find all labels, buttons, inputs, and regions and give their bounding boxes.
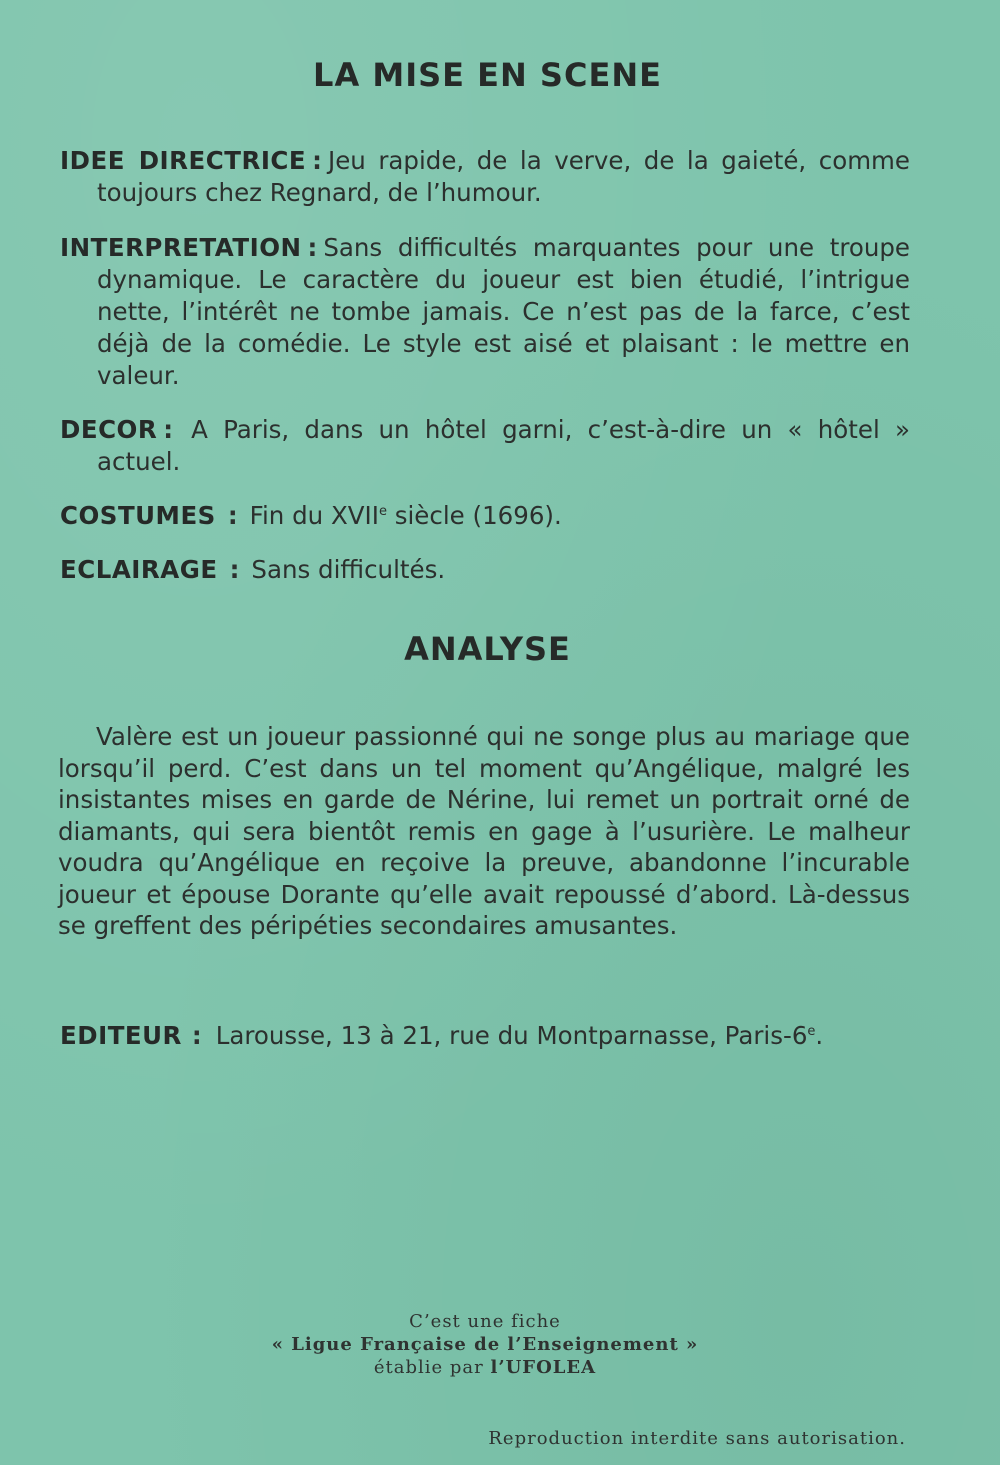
entry-paragraph [60, 232, 910, 392]
entry-separator: : [191, 1021, 202, 1050]
entry-text: A Paris, dans un hôtel garni, c’est-à-dire un « hôtel » actuel. [97, 415, 910, 476]
entry-separator: : [229, 555, 240, 584]
footer-org-name: l’UFOLEA [490, 1357, 597, 1378]
entry-text: Sans difficultés marquantes pour une troupe dynamique. Le caractère du joueur est bien étudié, l’intrigue nette, l’intérêt ne tombe jamais. Ce n’est pas de la farce, c’est déjà de la comédie. Le style est aisé et plaisant : le mettre en valeur. [97, 233, 910, 390]
entry-text-after: . [815, 1021, 824, 1050]
entry-separator: : [163, 415, 174, 444]
entry-text-before: Larousse, 13 à 21, rue du Montparnasse, Paris-6 [215, 1021, 808, 1050]
footer-line-3 [0, 1356, 970, 1379]
entry-separator: : [227, 501, 238, 530]
footer-line-2: « Ligue Française de l’Enseignement » [271, 1334, 699, 1355]
entry-separator: : [312, 146, 322, 175]
entry-costumes [60, 500, 910, 532]
entry-label: EDITEUR [60, 1021, 182, 1050]
reproduction-notice: Reproduction interdite sans autorisation. [488, 1428, 906, 1449]
entry-separator: : [307, 233, 318, 262]
entry-editeur [60, 1020, 910, 1052]
entry-text-before: Fin du XVII [249, 501, 379, 530]
entry-paragraph [60, 554, 910, 586]
section-title-analyse: ANALYSE [404, 630, 571, 668]
entry-decor [60, 414, 910, 478]
entry-paragraph [60, 145, 910, 209]
footer-line-1: C’est une fiche [409, 1311, 561, 1332]
entry-paragraph [60, 1020, 910, 1052]
entry-interpretation [60, 232, 910, 392]
entry-paragraph [60, 414, 910, 478]
entry-text-after: siècle (1696). [386, 501, 562, 530]
entry-text: Jeu rapide, de la verve, de la gaieté, comme toujours chez Regnard, de l’humour. [97, 146, 911, 207]
entry-superscript: e [807, 1024, 816, 1039]
entry-label: INTERPRETATION [60, 233, 302, 262]
entry-text: Sans difficultés. [251, 555, 446, 584]
entry-paragraph [60, 500, 910, 532]
entry-label: ECLAIRAGE [60, 555, 218, 584]
footer-credit [0, 1310, 970, 1379]
analyse-paragraph: Valère est un joueur passionné qui ne songe plus au mariage que lorsqu’il perd. C’est dans un tel moment qu’Angélique, malgré les insistantes mises en garde de Nérine, lui remet un portrait orné de diamants, qui sera bientôt remis en gage à l’usurière. Le malheur voudra qu’Angélique en reçoive la preuve, abandonne l’incurable joueur et épouse Dorante qu’elle avait repoussé d’abord. Là-dessus se greffent des péripéties secondaires amusantes. [58, 722, 910, 940]
section-title-mise-en-scene: LA MISE EN SCENE [313, 56, 662, 94]
entry-label: COSTUMES [60, 501, 216, 530]
entry-eclairage [60, 554, 910, 586]
footer-line-3-prefix: établie par [373, 1357, 484, 1378]
entry-superscript: e [378, 504, 387, 519]
entry-label: DECOR [60, 415, 158, 444]
entry-label: IDEE DIRECTRICE [60, 146, 307, 175]
entry-idee-directrice [60, 145, 910, 209]
